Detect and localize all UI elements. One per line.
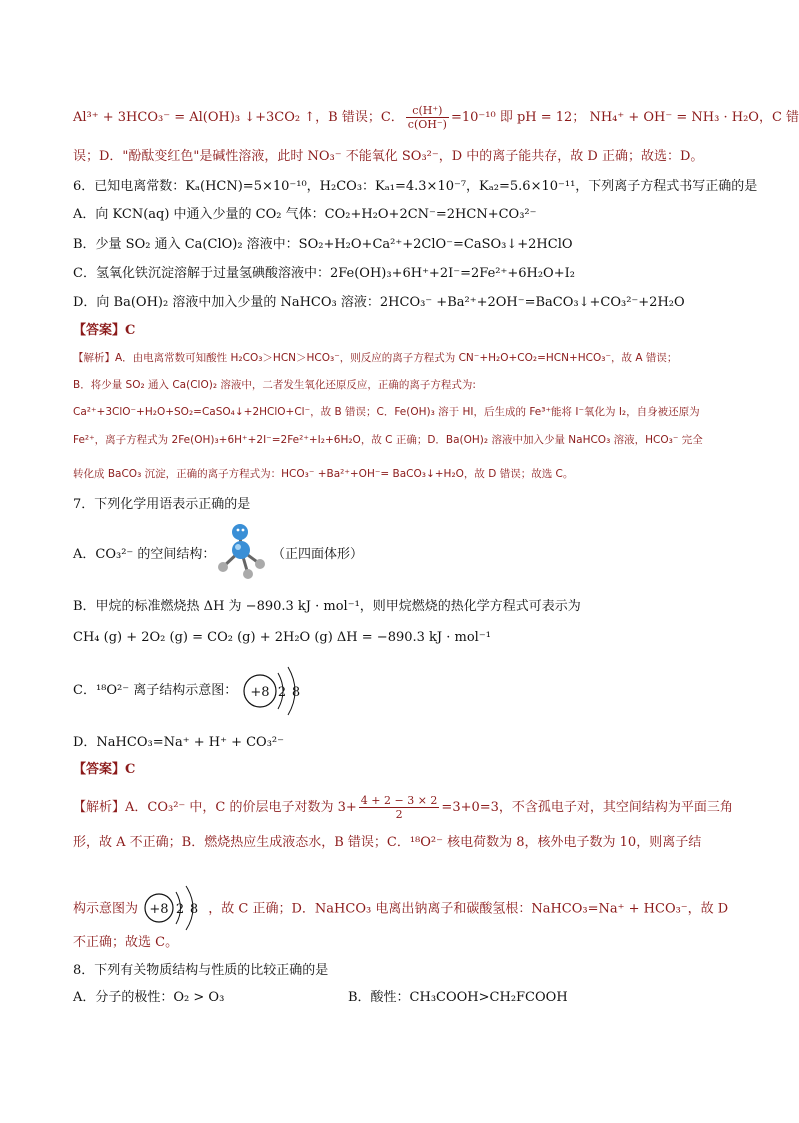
nucleus-charge: +8 <box>250 685 270 700</box>
fraction-numerator: c(H⁺) <box>406 104 449 118</box>
ion-structure-diagram-option-c <box>242 664 302 720</box>
exp-text: ，故 C 正确；D．NaHCO₃ 电离出钠离子和碳酸氢根：NaHCO₃=Na⁺ + HCO₃⁻，故 D <box>208 901 729 917</box>
q8-stem: 8．下列有关物质结构与性质的比较正确的是 <box>73 963 329 978</box>
exp-text: 构示意图为 <box>73 901 139 917</box>
exp-text: ，B 错误；C． <box>315 110 404 125</box>
q7-explanation-3 <box>73 884 728 934</box>
eq-nh4-oh: NH₄⁺ + OH⁻ = NH₃ · H₂O <box>589 110 759 125</box>
ion-structure-diagram-explanation <box>142 884 204 934</box>
q7-option-a-label: A．CO₃²⁻ 的空间结构： <box>73 547 216 562</box>
exp5-line-1 <box>73 104 799 131</box>
exp-text: ，C 错 <box>758 110 799 125</box>
q7-option-b-equation: CH₄ (g) + 2O₂ (g) = CO₂ (g) + 2H₂O (g) ΔH = −890.3 kJ · mol⁻¹ <box>73 630 491 645</box>
q7-explanation-1 <box>73 794 733 821</box>
exp5-line-2: 误；D．"酚酞变红色"是碱性溶液，此时 NO₃⁻ 不能氧化 SO₃²⁻，D 中的离子能共存，故 D 正确；故选：D。 <box>73 149 704 164</box>
q7-explanation-2: 形，故 A 不正确；B．燃烧热应生成液态水，B 错误；C．¹⁸O²⁻ 核电荷数为 8，核外电子数为 10，则离子结 <box>73 835 702 850</box>
q6-explanation-4: Fe²⁺，离子方程式为 2Fe(OH)₃+6H⁺+2I⁻=2Fe²⁺+I₂+6H₂O，故 C 正确；D．Ba(OH)₂ 溶液中加入少量 NaHCO₃ 溶液，HCO₃⁻ 完全 <box>73 434 703 446</box>
q6-stem: 6．已知电离常数：Kₐ(HCN)=5×10⁻¹⁰，H₂CO₃：Kₐ₁=4.3×10⁻⁷，Kₐ₂=5.6×10⁻¹¹，下列离子方程式书写正确的是 <box>73 179 758 194</box>
exp-text: =10⁻¹⁰ 即 pH = 12； <box>450 110 586 125</box>
q6-answer: 【答案】C <box>73 323 136 338</box>
q7-stem: 7．下列化学用语表示正确的是 <box>73 497 251 512</box>
q7-option-d: D．NaHCO₃=Na⁺ + H⁺ + CO₃²⁻ <box>73 735 284 750</box>
q7-option-c-label: C．¹⁸O²⁻ 离子结构示意图： <box>73 683 238 698</box>
tetrahedral-molecule-model <box>208 522 272 584</box>
q8-option-a: A．分子的极性：O₂ > O₃ <box>73 990 225 1005</box>
shell-1-count: 2 <box>277 685 287 700</box>
shell-2-count: 8 <box>291 685 301 700</box>
q6-option-b: B．少量 SO₂ 通入 Ca(ClO)₂ 溶液中：SO₂+H₂O+Ca²⁺+2ClO⁻=CaSO₃↓+2HClO <box>73 237 573 252</box>
q8-option-b: B．酸性：CH₃COOH>CH₂FCOOH <box>348 990 568 1005</box>
q6-explanation-5: 转化成 BaCO₃ 沉淀，正确的离子方程式为：HCO₃⁻ +Ba²⁺+OH⁻= BaCO₃↓+H₂O，故 D 错误；故选 C。 <box>73 468 574 480</box>
shell-2-count: 8 <box>190 902 199 917</box>
nucleus-charge: +8 <box>149 902 169 917</box>
valence-pair-fraction <box>359 794 440 821</box>
q6-option-c: C．氢氧化铁沉淀溶解于过量氢碘酸溶液中：2Fe(OH)₃+6H⁺+2I⁻=2Fe²⁺+6H₂O+I₂ <box>73 266 575 281</box>
q6-option-a: A．向 KCN(aq) 中通入少量的 CO₂ 气体：CO₂+H₂O+2CN⁻=2HCN+CO₃²⁻ <box>73 207 537 222</box>
q7-answer: 【答案】C <box>73 762 136 777</box>
eq-al-hco3: Al³⁺ + 3HCO₃⁻ = Al(OH)₃ ↓+3CO₂ ↑ <box>73 110 316 125</box>
q7-option-a-note: （正四面体形） <box>272 547 364 562</box>
q6-explanation-1: 【解析】A．由电离常数可知酸性 H₂CO₃＞HCN＞HCO₃⁻，则反应的离子方程式为 CN⁻+H₂O+CO₂=HCN+HCO₃⁻，故 A 错误； <box>73 352 678 364</box>
q6-option-d: D．向 Ba(OH)₂ 溶液中加入少量的 NaHCO₃ 溶液：2HCO₃⁻ +Ba²⁺+2OH⁻=BaCO₃↓+CO₃²⁻+2H₂O <box>73 295 685 310</box>
q7-explanation-4: 不正确；故选 C。 <box>73 935 179 950</box>
exp-text: =3+0=3，不含孤电子对，其空间结构为平面三角 <box>441 800 733 815</box>
fraction-h-oh <box>406 104 449 131</box>
fraction-denominator: 2 <box>395 808 403 821</box>
q7-option-b-line-1: B．甲烷的标准燃烧热 ΔH 为 −890.3 kJ · mol⁻¹，则甲烷燃烧的热化学方程式可表示为 <box>73 599 581 614</box>
fraction-denominator: c(OH⁻) <box>407 118 447 131</box>
q6-explanation-3: Ca²⁺+3ClO⁻+H₂O+SO₂=CaSO₄↓+2HClO+Cl⁻，故 B 错误；C．Fe(OH)₃ 溶于 HI，后生成的 Fe³⁺能将 I⁻氧化为 I₂，自身被还原为 <box>73 406 700 418</box>
fraction-numerator: 4 + 2 − 3 × 2 <box>360 794 438 807</box>
exp-text: 【解析】A．CO₃²⁻ 中，C 的价层电子对数为 3+ <box>73 800 357 815</box>
shell-1-count: 2 <box>176 902 185 917</box>
q6-explanation-2: B．将少量 SO₂ 通入 Ca(ClO)₂ 溶液中，二者发生氧化还原反应，正确的离子方程式为: <box>73 379 476 391</box>
